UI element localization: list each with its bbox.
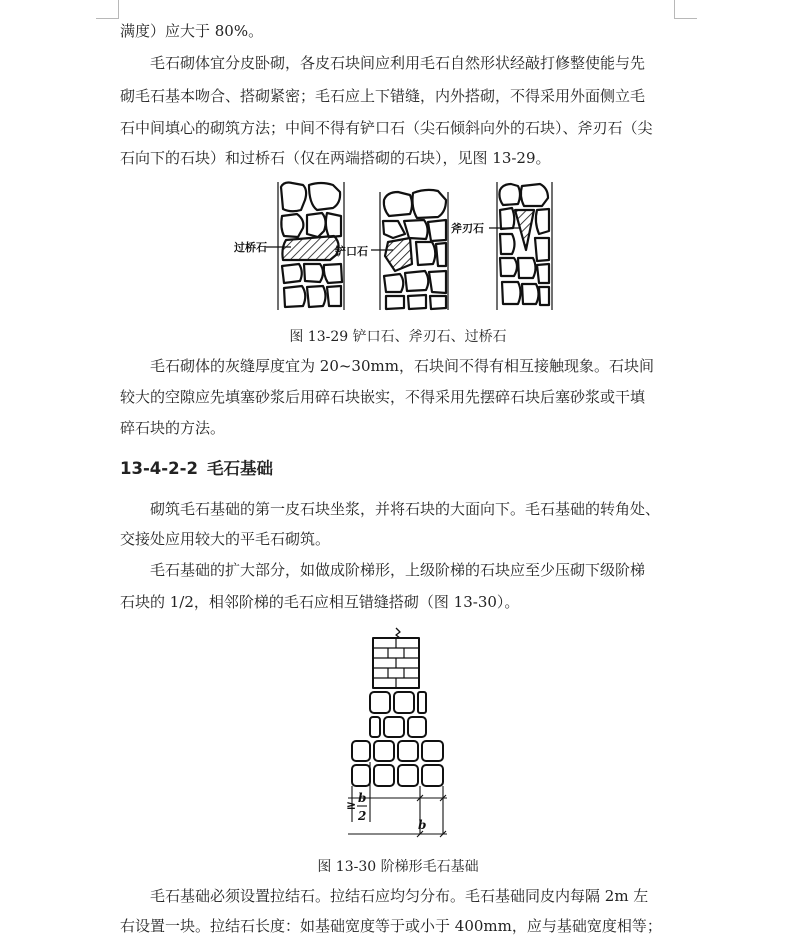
- paragraph-line: 石块的 1/2，相邻阶梯的毛石应相互错缝搭砌（图 13-30）。: [120, 593, 520, 611]
- brick-wall: [373, 628, 419, 688]
- section-heading: [120, 454, 273, 484]
- dim-geq-symbol: ≥: [346, 798, 357, 812]
- footing-step-top: [370, 692, 426, 737]
- figure-13-29: [0, 176, 796, 321]
- section-title: 毛石基础: [206, 459, 273, 478]
- paragraph-line: 石向下的石块）和过桥石（仅在两端搭砌的石块），见图 13-29。: [120, 149, 551, 167]
- paragraph-line: 满度）应大于 80%。: [120, 22, 264, 40]
- paragraph-line: 砌毛石基本吻合、搭砌紧密；毛石应上下错缝，内外搭砌，不得采用外面侧立毛: [120, 87, 646, 105]
- paragraph-line: 右设置一块。拉结石长度：如基础宽度等于或小于 400mm，应与基础宽度相等；: [120, 917, 662, 935]
- label-shovel-stone: 铲口石: [335, 245, 368, 258]
- figure-caption: 图 13-30 阶梯形毛石基础: [317, 859, 479, 875]
- section-number: 13-4-2-2: [120, 459, 198, 478]
- paragraph-line: 毛石砌体的灰缝厚度宜为 20~30mm，石块间不得有相互接触现象。石块间: [150, 357, 654, 375]
- paragraph-line: 交接处应用较大的平毛石砌筑。: [120, 530, 331, 548]
- figure-caption: 图 13-29 铲口石、斧刃石、过桥石: [289, 329, 507, 345]
- dim-width-label: b: [418, 818, 427, 832]
- label-axe-stone: 斧刃石: [451, 222, 484, 235]
- paragraph-line: 砌筑毛石基础的第一皮石块坐浆，并将石块的大面向下。毛石基础的转角处、: [150, 500, 661, 518]
- wall-axe-stone: [497, 182, 552, 310]
- paragraph-line: 毛石砌体宜分皮卧砌，各皮石块间应利用毛石自然形状经敲打修整使能与先: [150, 54, 646, 72]
- dim-fraction-numerator: b: [358, 791, 367, 805]
- paragraph-line: 毛石基础必须设置拉结石。拉结石应均匀分布。毛石基础同皮内每隔 2m 左: [150, 887, 649, 905]
- paragraph-line: 石中间填心的砌筑方法；中间不得有铲口石（尖石倾斜向外的石块）、斧刃石（尖: [120, 119, 653, 137]
- figure-13-30: [0, 622, 796, 842]
- dim-fraction-denominator: 2: [358, 809, 367, 823]
- crop-mark-top-left: [96, 0, 119, 19]
- paragraph-line: 毛石基础的扩大部分，如做成阶梯形，上级阶梯的石块应至少压砌下级阶梯: [150, 561, 646, 579]
- label-bridge-stone: 过桥石: [234, 241, 267, 254]
- paragraph-line: 碎石块的方法。: [120, 419, 226, 437]
- footing-step-bottom: [352, 741, 443, 786]
- paragraph-line: 较大的空隙应先填塞砂浆后用碎石块嵌实，不得采用先摆碎石块后塞砂浆或干填: [120, 388, 646, 406]
